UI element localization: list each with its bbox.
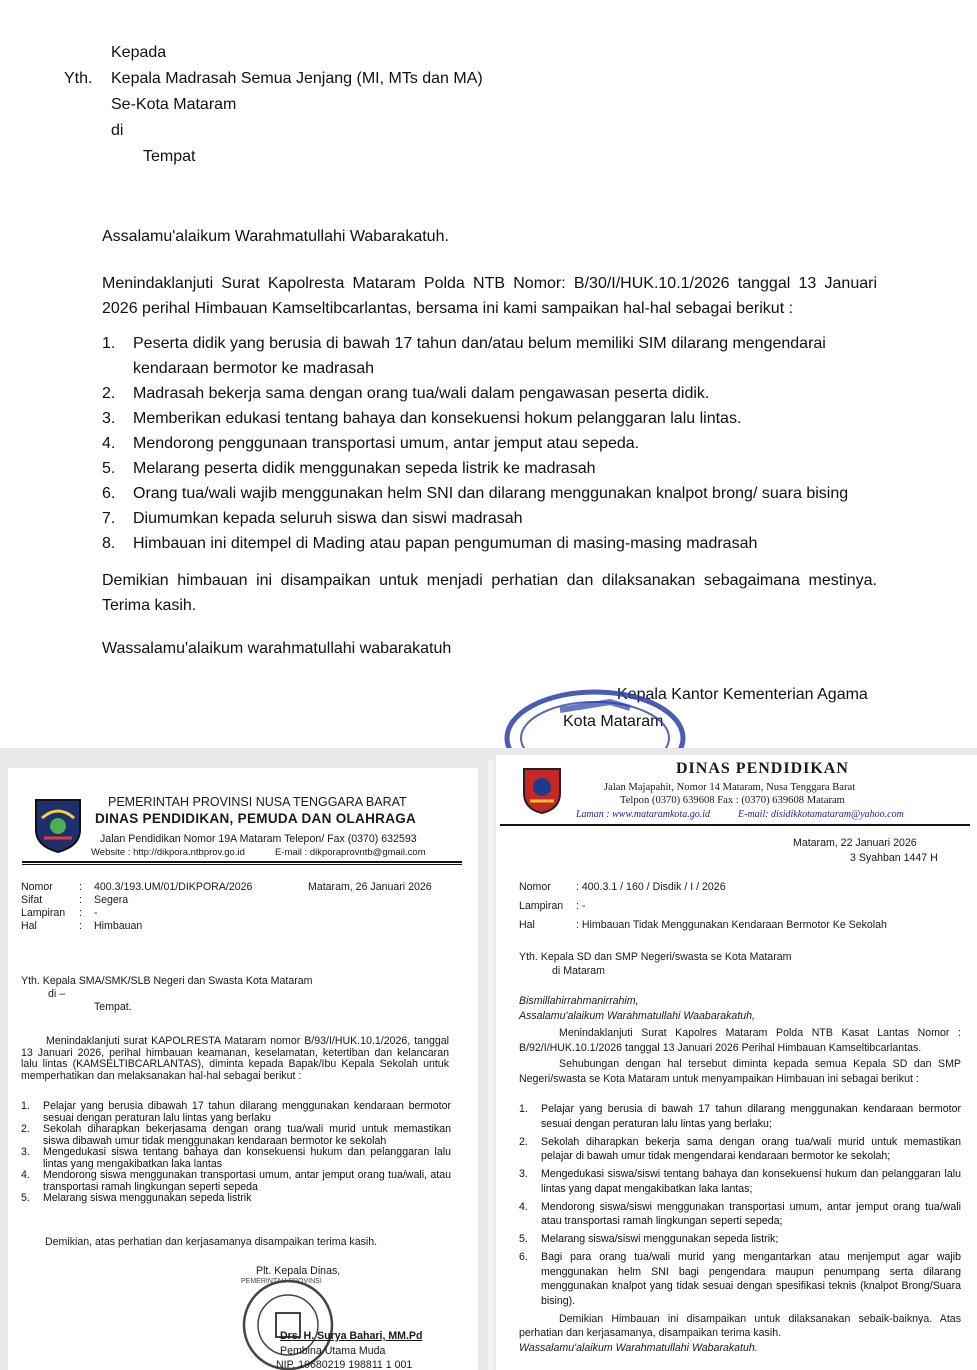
closing-paragraph: Demikian himbauan ini disampaikan untuk menjadi perhatian dan dilaksanakan sebagaimana mestinya. Terima kasih. xyxy=(102,572,877,614)
list-item xyxy=(519,1250,961,1308)
dept-name: DINAS PENDIDIKAN xyxy=(676,760,849,777)
sign-role: Plt. Kepala Dinas, xyxy=(256,1265,341,1277)
greeting: Assalamu'alaikum Warahmatullahi Wabarakatuh. xyxy=(102,228,449,245)
list-item-text: Peserta didik yang berusia di bawah 17 tahun dan/atau belum memiliki SIM dilarang mengendarai kendaraan bermotor ke madrasah xyxy=(133,335,826,377)
recipient: Yth. Kepala SD dan SMP Negeri/swasta se Kota Mataram xyxy=(519,951,792,963)
letter-date: Mataram, 26 Januari 2026 xyxy=(308,881,432,893)
list-item-number: 1. xyxy=(102,335,116,352)
list-item xyxy=(102,431,882,456)
list-item-number: 3. xyxy=(519,1168,528,1180)
mataram-city-emblem-icon xyxy=(520,765,564,815)
dept-phone: Telpon (0370) 639608 Fax : (0370) 639608 Mataram xyxy=(620,795,845,806)
list-item-text: Melarang siswa/siswi menggunakan sepeda listrik; xyxy=(541,1233,779,1245)
list-item xyxy=(21,1101,451,1124)
meta-value: : Himbauan Tidak Menggunakan Kendaraan Bermotor Ke Sekolah xyxy=(576,919,887,931)
meta-label: Lampiran xyxy=(519,900,564,912)
dept-email: E-mail: disidikkotamataram@yahoo.com xyxy=(738,809,904,820)
recipient: Yth. Kepala SMA/SMK/SLB Negeri dan Swasta Kota Mataram xyxy=(21,975,313,987)
instruction-list xyxy=(21,1101,451,1205)
closing: Demikian Himbauan ini disampaikan untuk dilaksanakan sebaik-baiknya. Atas perhatian dan kerjasamanya, disampaikan terima kasih. xyxy=(519,1313,961,1339)
list-item-number: 2. xyxy=(21,1123,30,1135)
list-item-text: Melarang siswa menggunakan sepeda listrik xyxy=(43,1192,252,1204)
recipient-di: di – xyxy=(48,988,66,1000)
list-item-text: Bagi para orang tua/wali murid yang mengantarkan atau menjemput agar wajib menggunakan helm SNI bagi pengendara maupun penumpang serta dilarang menggunakan knalpot yang tidak sesuai dengan spesifikasi teknis (knalpot Brong/Suara bising). xyxy=(541,1251,961,1307)
ntb-province-emblem-icon xyxy=(32,796,84,854)
meta-colon: : xyxy=(79,894,82,906)
list-item-number: 3. xyxy=(21,1146,30,1158)
meta-value: 400.3/193.UM/01/DIKPORA/2026 xyxy=(94,881,253,893)
list-item-number: 7. xyxy=(102,510,116,527)
dept-website: Website : http://dikpora.ntbprov.go.id xyxy=(91,847,245,858)
meta-value: - xyxy=(94,907,98,919)
list-item-text: Sekolah diharapkan bekerjasama dengan orang tua/wali murid untuk memastikan siswa dibawah umur tidak menggunakan kendaraan bermotor ke sekolah xyxy=(43,1123,451,1147)
list-item-text: Pelajar yang berusia dibawah 17 tahun dilarang menggunakan kendaraan bermotor sesuai dengan peraturan lalu lintas yang berlaku xyxy=(43,1100,451,1124)
list-item-text: Mendorong siswa menggunakan transportasi umum, antar jemput orang tua/wali, atau transportasi ramah lingkungan seperti sepeda xyxy=(43,1169,451,1193)
list-item-number: 4. xyxy=(519,1200,528,1213)
list-item xyxy=(21,1147,451,1170)
meta-colon: : xyxy=(79,907,82,919)
list-item-text: Mendorong siswa/siswi menggunakan transportasi umum, antar jemput orang tua/wali atau transportasi ramah lingkungan seperti sepeda; xyxy=(541,1200,961,1227)
closing: Demikian, atas perhatian dan kerjasamanya disampaikan terima kasih. xyxy=(45,1236,378,1248)
list-item-text: Himbauan ini ditempel di Mading atau papan pengumuman di masing-masing madrasah xyxy=(133,535,758,552)
list-item xyxy=(519,1167,961,1196)
dept-name: DINAS PENDIDIKAN, PEMUDA DAN OLAHRAGA xyxy=(95,811,417,826)
list-item xyxy=(21,1170,451,1193)
meta-colon: : xyxy=(79,881,82,893)
meta-value: Segera xyxy=(94,894,129,906)
signature-title: Kepala Kantor Kementerian Agama xyxy=(617,686,868,703)
list-item-number: 4. xyxy=(21,1169,30,1181)
list-item-text: Pelajar yang berusia di bawah 17 tahun dilarang menggunakan kendaraan bermotor sesuai dengan peraturan lalu lintas yang berlaku; xyxy=(541,1103,961,1130)
list-item-text: Melarang peserta didik menggunakan sepeda listrik ke madrasah xyxy=(133,460,596,477)
list-item-text: Madrasah bekerja sama dengan orang tua/wali dalam pengawasan peserta didik. xyxy=(133,385,710,402)
list-item-text: Sekolah diharapkan bekerja sama dengan orang tua/wali murid untuk memastikan pelajar di bawah umur tidak mengendarai kendaraan bermotor ke sekolah; xyxy=(541,1135,961,1162)
list-item-number: 3. xyxy=(102,410,116,427)
meta-label: Nomor xyxy=(519,881,551,893)
list-item xyxy=(519,1102,961,1131)
intro-paragraph-2: Sehubungan dengan hal tersebut diminta kepada semua Kepala SD dan SMP Negeri/swasta se Kota Mataram untuk menyampaikan Himbauan ini sebagai berikut : xyxy=(519,1058,961,1085)
list-item xyxy=(102,481,882,506)
letter-date: Mataram, 22 Januari 2026 xyxy=(793,837,917,849)
list-item xyxy=(21,1193,451,1205)
list-item-number: 8. xyxy=(102,535,116,552)
stamp-text: PEMERINTAH PROVINSI xyxy=(241,1278,322,1285)
signature-city: Kota Mataram xyxy=(563,713,664,730)
list-item xyxy=(519,1135,961,1164)
dept-address: Jalan Pendidikan Nomor 19A Mataram Telepon/ Fax (0370) 632593 xyxy=(100,833,417,845)
dept-web: Laman : www.mataramkota.go.id xyxy=(576,809,710,820)
sign-nip: NIP. 19680219 198811 1 001 xyxy=(276,1359,413,1370)
recipient-place: Tempat xyxy=(143,148,196,165)
list-item xyxy=(102,381,882,406)
sign-rank: Pembina Utama Muda xyxy=(280,1345,386,1357)
header-rule-thin xyxy=(22,864,462,865)
header-rule xyxy=(22,861,462,863)
dept-address: Jalan Majapahit, Nomor 14 Mataram, Nusa Tenggara Barat xyxy=(604,782,856,793)
list-item-number: 6. xyxy=(102,485,116,502)
farewell: Wassalamu'alaikum warahmatullahi wabarakatuh xyxy=(102,640,452,657)
intro-paragraph-1: Menindaklanjuti Surat Kapolres Mataram Polda NTB Kasat Lantas Nomor : B/92/I/HUK.10.1/2026 tanggal 13 Januari 2026 Perihal Himbauan Kamseltibcarlantas. xyxy=(519,1027,961,1054)
meta-label: Nomor xyxy=(21,881,53,893)
list-item-text: Memberikan edukasi tentang bahaya dan konsekuensi hokum pelanggaran lalu lintas. xyxy=(133,410,742,427)
instruction-list xyxy=(102,331,882,556)
sign-name: Drs. H. Surya Bahari, MM.Pd xyxy=(280,1330,423,1342)
recipient-prefix: Kepada xyxy=(111,44,167,61)
bismillah: Bismillahirrahmanirrahim, xyxy=(519,995,639,1007)
list-item xyxy=(102,531,882,556)
list-item-text: Mengedukasi siswa/siswi tentang bahaya dan konsekuensi hukum dan pelanggaran lalu lintas yang dapat mengakibatkan laka lantas; xyxy=(541,1168,961,1195)
disdik-mataram-letter xyxy=(496,755,977,1370)
list-item-text: Mendorong penggunaan transportasi umum, antar jemput atau sepeda. xyxy=(133,435,640,452)
recipient-place: Tempat. xyxy=(94,1001,132,1013)
list-item-number: 6. xyxy=(519,1251,528,1263)
list-item-text: Orang tua/wali wajib menggunakan helm SNI dan dilarang menggunakan knalpot brong/ suara bising xyxy=(133,485,849,502)
list-item-number: 2. xyxy=(102,385,116,402)
salam: Assalamu'alaikum Warahmatullahi Waabarakatuh, xyxy=(519,1010,755,1022)
dikpora-letter xyxy=(8,768,478,1370)
recipient-di: di Mataram xyxy=(552,965,605,977)
list-item-number: 5. xyxy=(102,460,116,477)
list-item xyxy=(102,406,882,431)
list-item-text: Mengedukasi siswa tentang bahaya dan konsekuensi hukum dan pelanggaran lalu lintas yang mengakibatkan laka lantas xyxy=(43,1146,451,1170)
intro-paragraph: Menindaklanjuti surat KAPOLRESTA Mataram nomor B/93/I/HUK.10.1/2026, tanggal 13 Januari 2026, perihal himbauan keamanan, keselamatan, ketertiban dan kelancaran lalu lintas (KAMSELTIBCARLANTAS), diminta kepada Bapak/Ibu Kepala Sekolah untuk memperhatikan dan melaksanakan hal-hal sebagai berikut : xyxy=(21,1035,449,1082)
meta-value: : - xyxy=(576,900,586,912)
list-item-number: 1. xyxy=(519,1103,528,1115)
list-item-number: 5. xyxy=(21,1192,30,1204)
meta-label: Lampiran xyxy=(21,907,66,919)
meta-label: Sifat xyxy=(21,894,43,906)
list-item-number: 4. xyxy=(102,435,116,452)
recipient-yth: Yth. xyxy=(64,70,93,87)
list-item-number: 2. xyxy=(519,1135,528,1148)
recipient-di: di xyxy=(111,122,124,139)
official-stamp-icon xyxy=(500,680,700,748)
meta-label: Hal xyxy=(519,919,535,931)
list-item xyxy=(102,331,882,381)
list-item xyxy=(102,456,882,481)
recipient-city: Se-Kota Mataram xyxy=(111,96,237,113)
panel-divider xyxy=(488,760,494,1370)
meta-label: Hal xyxy=(21,920,37,932)
intro-paragraph: Menindaklanjuti Surat Kapolresta Mataram Polda NTB Nomor: B/30/I/HUK.10.1/2026 tanggal 13 Januari 2026 perihal Himbauan Kamseltibcarlantas, bersama ini kami sampaikan hal-hal sebagai berikut : xyxy=(102,275,877,317)
meta-value: : 400.3.1 / 160 / Disdik / I / 2026 xyxy=(576,881,726,893)
meta-colon: : xyxy=(79,920,82,932)
list-item xyxy=(519,1232,961,1247)
header-rule xyxy=(500,824,970,826)
list-item-text: Diumumkan kepada seluruh siswa dan siswi madrasah xyxy=(133,510,523,527)
recipient-name: Kepala Madrasah Semua Jenjang (MI, MTs dan MA) xyxy=(111,70,483,87)
list-item xyxy=(21,1124,451,1147)
hijri-date: 3 Syahban 1447 H xyxy=(850,852,938,864)
gov-name: PEMERINTAH PROVINSI NUSA TENGGARA BARAT xyxy=(108,795,407,809)
list-item xyxy=(519,1200,961,1229)
list-item-number: 1. xyxy=(21,1100,30,1112)
instruction-list xyxy=(519,1102,961,1312)
farewell: Wassalamu'alaikum Warahmatullahi Wabarakatuh. xyxy=(519,1342,758,1354)
list-item-number: 5. xyxy=(519,1233,528,1245)
dept-email: E-mail : dikporaprovntb@gmail.com xyxy=(275,847,426,858)
list-item xyxy=(102,506,882,531)
meta-value: Himbauan xyxy=(94,920,143,932)
